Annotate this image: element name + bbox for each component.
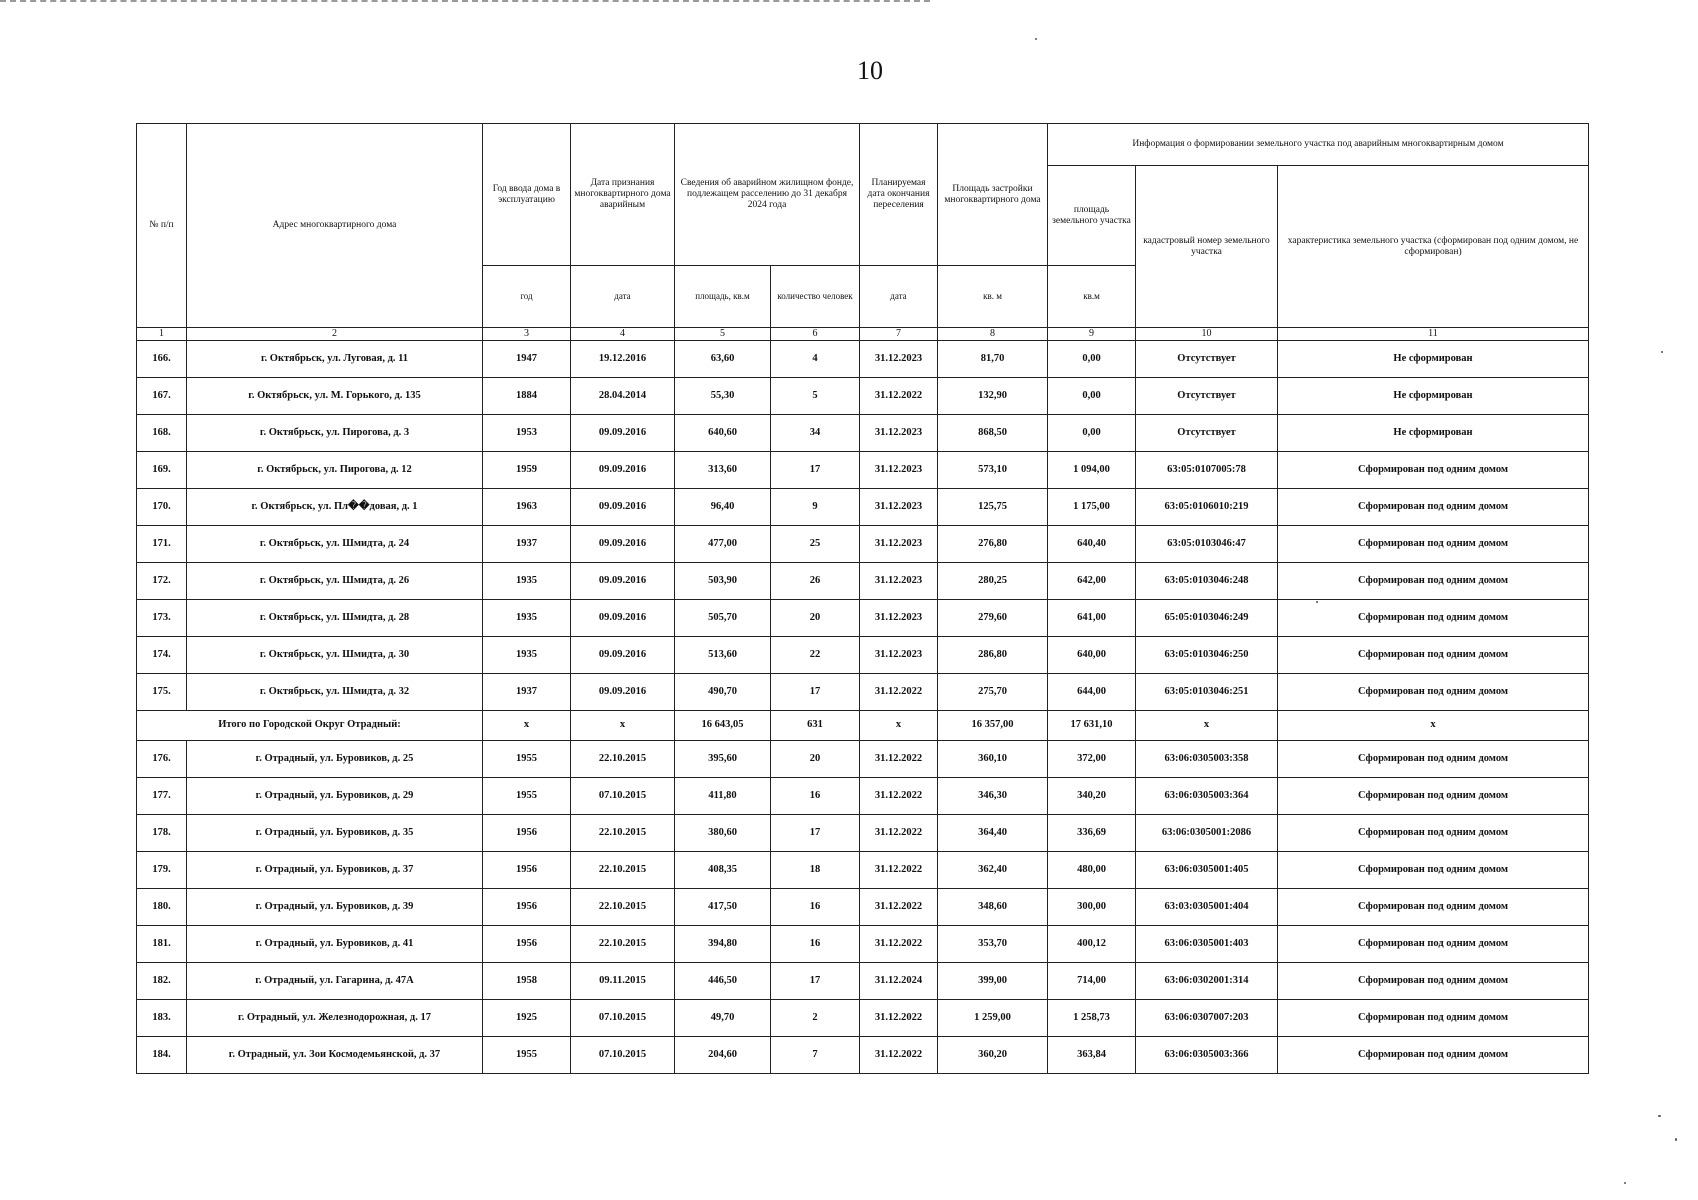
total-row xyxy=(137,711,1589,741)
column-number-row xyxy=(137,328,1589,341)
header-cadastral-number: кадастровый номер земельного участка xyxy=(1136,166,1278,328)
total-status: x xyxy=(1278,711,1589,741)
cell-land-area: 0,00 xyxy=(1048,341,1136,378)
cell-row-number: 168. xyxy=(137,415,187,452)
cell-land-status: Не сформирован xyxy=(1278,415,1589,452)
scan-edge-line xyxy=(0,0,930,4)
table-row xyxy=(137,674,1589,711)
cell-building-area: 360,20 xyxy=(938,1037,1048,1074)
cell-address: г. Октябрьск, ул. Шмидта, д. 24 xyxy=(187,526,483,563)
cell-land-status: Сформирован под одним домом xyxy=(1278,637,1589,674)
cell-cadastral-number: 63:05:0103046:248 xyxy=(1136,563,1278,600)
cell-fund-area: 204,60 xyxy=(675,1037,771,1074)
cell-land-area: 372,00 xyxy=(1048,741,1136,778)
header-land-area: площадь земельного участка xyxy=(1048,166,1136,266)
cell-land-status: Сформирован под одним домом xyxy=(1278,489,1589,526)
table-row xyxy=(137,815,1589,852)
cell-fund-area: 55,30 xyxy=(675,378,771,415)
cell-land-status: Сформирован под одним домом xyxy=(1278,600,1589,637)
cell-planned-date: 31.12.2022 xyxy=(860,674,938,711)
cell-land-area: 640,00 xyxy=(1048,637,1136,674)
cell-people-count: 7 xyxy=(771,1037,860,1074)
column-number: 11 xyxy=(1278,328,1589,341)
cell-fund-area: 505,70 xyxy=(675,600,771,637)
table-row xyxy=(137,889,1589,926)
cell-emergency-date: 09.09.2016 xyxy=(571,600,675,637)
column-number: 3 xyxy=(483,328,571,341)
column-number: 7 xyxy=(860,328,938,341)
cell-emergency-date: 22.10.2015 xyxy=(571,852,675,889)
cell-emergency-date: 09.09.2016 xyxy=(571,489,675,526)
cell-commission-year: 1937 xyxy=(483,526,571,563)
cell-planned-date: 31.12.2023 xyxy=(860,415,938,452)
table-row xyxy=(137,378,1589,415)
cell-land-area: 480,00 xyxy=(1048,852,1136,889)
cell-emergency-date: 22.10.2015 xyxy=(571,815,675,852)
cell-land-area: 0,00 xyxy=(1048,415,1136,452)
cell-cadastral-number: 63:06:0305001:403 xyxy=(1136,926,1278,963)
cell-address: г. Октябрьск, ул. Луговая, д. 11 xyxy=(187,341,483,378)
cell-building-area: 353,70 xyxy=(938,926,1048,963)
cell-emergency-date: 22.10.2015 xyxy=(571,926,675,963)
cell-people-count: 22 xyxy=(771,637,860,674)
cell-cadastral-number: 63:03:0305001:404 xyxy=(1136,889,1278,926)
cell-planned-date: 31.12.2022 xyxy=(860,1000,938,1037)
cell-people-count: 16 xyxy=(771,926,860,963)
cell-planned-date: 31.12.2022 xyxy=(860,778,938,815)
cell-fund-area: 446,50 xyxy=(675,963,771,1000)
table-row xyxy=(137,741,1589,778)
cell-row-number: 166. xyxy=(137,341,187,378)
cell-land-area: 400,12 xyxy=(1048,926,1136,963)
cell-people-count: 16 xyxy=(771,889,860,926)
cell-cadastral-number: 63:05:0106010:219 xyxy=(1136,489,1278,526)
table-row xyxy=(137,563,1589,600)
cell-emergency-date: 09.09.2016 xyxy=(571,415,675,452)
cell-row-number: 174. xyxy=(137,637,187,674)
cell-commission-year: 1947 xyxy=(483,341,571,378)
cell-commission-year: 1955 xyxy=(483,741,571,778)
table-row xyxy=(137,600,1589,637)
header-land-status: характеристика земельного участка (сформирован под одним домом, не сформирован) xyxy=(1278,166,1589,328)
cell-planned-date: 31.12.2023 xyxy=(860,637,938,674)
cell-people-count: 4 xyxy=(771,341,860,378)
column-number: 2 xyxy=(187,328,483,341)
cell-planned-date: 31.12.2023 xyxy=(860,341,938,378)
unit-build-area: кв. м xyxy=(938,266,1048,328)
table-row xyxy=(137,1037,1589,1074)
cell-land-status: Сформирован под одним домом xyxy=(1278,563,1589,600)
cell-address: г. Отрадный, ул. Буровиков, д. 29 xyxy=(187,778,483,815)
scan-speck xyxy=(1035,38,1037,40)
cell-building-area: 362,40 xyxy=(938,852,1048,889)
cell-cadastral-number: 65:05:0103046:249 xyxy=(1136,600,1278,637)
cell-fund-area: 503,90 xyxy=(675,563,771,600)
cell-row-number: 169. xyxy=(137,452,187,489)
cell-people-count: 20 xyxy=(771,741,860,778)
total-area: 16 643,05 xyxy=(675,711,771,741)
cell-address: г. Октябрьск, ул. Шмидта, д. 32 xyxy=(187,674,483,711)
cell-building-area: 868,50 xyxy=(938,415,1048,452)
cell-cadastral-number: 63:06:0302001:314 xyxy=(1136,963,1278,1000)
unit-area: площадь, кв.м xyxy=(675,266,771,328)
scan-speck xyxy=(1316,601,1318,603)
cell-planned-date: 31.12.2022 xyxy=(860,378,938,415)
cell-land-status: Сформирован под одним домом xyxy=(1278,889,1589,926)
cell-people-count: 17 xyxy=(771,815,860,852)
scan-speck xyxy=(1661,351,1663,353)
cell-commission-year: 1956 xyxy=(483,926,571,963)
cell-commission-year: 1956 xyxy=(483,852,571,889)
table-row xyxy=(137,1000,1589,1037)
cell-building-area: 132,90 xyxy=(938,378,1048,415)
total-year: x xyxy=(483,711,571,741)
cell-land-area: 336,69 xyxy=(1048,815,1136,852)
cell-commission-year: 1959 xyxy=(483,452,571,489)
cell-building-area: 125,75 xyxy=(938,489,1048,526)
cell-commission-year: 1956 xyxy=(483,889,571,926)
cell-emergency-date: 07.10.2015 xyxy=(571,1037,675,1074)
cell-building-area: 279,60 xyxy=(938,600,1048,637)
cell-address: г. Октябрьск, ул. Пирогова, д. 12 xyxy=(187,452,483,489)
cell-commission-year: 1935 xyxy=(483,563,571,600)
cell-address: г. Отрадный, ул. Зои Космодемьянской, д. 37 xyxy=(187,1037,483,1074)
cell-people-count: 17 xyxy=(771,452,860,489)
table-row xyxy=(137,341,1589,378)
cell-building-area: 81,70 xyxy=(938,341,1048,378)
cell-emergency-date: 09.09.2016 xyxy=(571,637,675,674)
column-number: 6 xyxy=(771,328,860,341)
cell-emergency-date: 09.09.2016 xyxy=(571,563,675,600)
cell-row-number: 180. xyxy=(137,889,187,926)
table-row xyxy=(137,778,1589,815)
cell-cadastral-number: 63:06:0305003:358 xyxy=(1136,741,1278,778)
cell-land-area: 363,84 xyxy=(1048,1037,1136,1074)
total-cadastral: x xyxy=(1136,711,1278,741)
cell-building-area: 348,60 xyxy=(938,889,1048,926)
cell-land-area: 1 094,00 xyxy=(1048,452,1136,489)
cell-building-area: 360,10 xyxy=(938,741,1048,778)
cell-cadastral-number: 63:05:0103046:251 xyxy=(1136,674,1278,711)
cell-planned-date: 31.12.2022 xyxy=(860,852,938,889)
table-row xyxy=(137,637,1589,674)
cell-cadastral-number: 63:06:0305001:405 xyxy=(1136,852,1278,889)
unit-land-area: кв.м xyxy=(1048,266,1136,328)
cell-land-area: 714,00 xyxy=(1048,963,1136,1000)
cell-fund-area: 513,60 xyxy=(675,637,771,674)
cell-commission-year: 1956 xyxy=(483,815,571,852)
table-row xyxy=(137,452,1589,489)
cell-cadastral-number: 63:05:0107005:78 xyxy=(1136,452,1278,489)
cell-row-number: 176. xyxy=(137,741,187,778)
cell-people-count: 17 xyxy=(771,674,860,711)
cell-emergency-date: 22.10.2015 xyxy=(571,889,675,926)
cell-row-number: 184. xyxy=(137,1037,187,1074)
cell-planned-date: 31.12.2023 xyxy=(860,452,938,489)
cell-land-status: Сформирован под одним домом xyxy=(1278,926,1589,963)
cell-address: г. Отрадный, ул. Буровиков, д. 25 xyxy=(187,741,483,778)
cell-land-status: Сформирован под одним домом xyxy=(1278,526,1589,563)
cell-commission-year: 1958 xyxy=(483,963,571,1000)
cell-row-number: 183. xyxy=(137,1000,187,1037)
cell-cadastral-number: 63:06:0307007:203 xyxy=(1136,1000,1278,1037)
cell-commission-year: 1955 xyxy=(483,1037,571,1074)
cell-people-count: 16 xyxy=(771,778,860,815)
cell-address: г. Октябрьск, ул. М. Горького, д. 135 xyxy=(187,378,483,415)
total-label: Итого по Городской Округ Отрадный: xyxy=(137,711,483,741)
cell-address: г. Отрадный, ул. Буровиков, д. 37 xyxy=(187,852,483,889)
cell-commission-year: 1953 xyxy=(483,415,571,452)
unit-plan-date: дата xyxy=(860,266,938,328)
cell-building-area: 364,40 xyxy=(938,815,1048,852)
cell-address: г. Отрадный, ул. Буровиков, д. 35 xyxy=(187,815,483,852)
cell-emergency-date: 09.09.2016 xyxy=(571,674,675,711)
total-build-area: 16 357,00 xyxy=(938,711,1048,741)
unit-year: год xyxy=(483,266,571,328)
column-number: 8 xyxy=(938,328,1048,341)
cell-fund-area: 96,40 xyxy=(675,489,771,526)
cell-emergency-date: 07.10.2015 xyxy=(571,778,675,815)
cell-cadastral-number: 63:06:0305003:364 xyxy=(1136,778,1278,815)
cell-building-area: 573,10 xyxy=(938,452,1048,489)
cell-land-area: 641,00 xyxy=(1048,600,1136,637)
cell-emergency-date: 09.09.2016 xyxy=(571,526,675,563)
cell-land-status: Сформирован под одним домом xyxy=(1278,778,1589,815)
cell-people-count: 17 xyxy=(771,963,860,1000)
scan-speck xyxy=(1624,1182,1626,1184)
column-number: 10 xyxy=(1136,328,1278,341)
emergency-housing-table xyxy=(136,123,1589,1074)
cell-land-status: Сформирован под одним домом xyxy=(1278,741,1589,778)
cell-row-number: 178. xyxy=(137,815,187,852)
cell-fund-area: 477,00 xyxy=(675,526,771,563)
cell-planned-date: 31.12.2022 xyxy=(860,889,938,926)
cell-planned-date: 31.12.2023 xyxy=(860,526,938,563)
cell-people-count: 2 xyxy=(771,1000,860,1037)
header-building-area: Площадь застройки многоквартирного дома xyxy=(938,124,1048,266)
cell-row-number: 171. xyxy=(137,526,187,563)
table-row xyxy=(137,526,1589,563)
header-number: № п/п xyxy=(137,124,187,328)
total-plan: x xyxy=(860,711,938,741)
cell-planned-date: 31.12.2023 xyxy=(860,600,938,637)
cell-fund-area: 63,60 xyxy=(675,341,771,378)
cell-commission-year: 1935 xyxy=(483,600,571,637)
cell-row-number: 173. xyxy=(137,600,187,637)
cell-fund-area: 395,60 xyxy=(675,741,771,778)
cell-land-status: Сформирован под одним домом xyxy=(1278,815,1589,852)
table-row xyxy=(137,963,1589,1000)
cell-fund-area: 49,70 xyxy=(675,1000,771,1037)
cell-building-area: 286,80 xyxy=(938,637,1048,674)
cell-building-area: 275,70 xyxy=(938,674,1048,711)
page-number: 10 xyxy=(857,56,883,85)
cell-address: г. Октябрьск, ул. Шмидта, д. 28 xyxy=(187,600,483,637)
cell-land-status: Сформирован под одним домом xyxy=(1278,963,1589,1000)
cell-planned-date: 31.12.2022 xyxy=(860,1037,938,1074)
cell-planned-date: 31.12.2023 xyxy=(860,489,938,526)
cell-people-count: 34 xyxy=(771,415,860,452)
cell-planned-date: 31.12.2022 xyxy=(860,815,938,852)
cell-row-number: 175. xyxy=(137,674,187,711)
cell-planned-date: 31.12.2022 xyxy=(860,741,938,778)
cell-land-area: 644,00 xyxy=(1048,674,1136,711)
cell-land-area: 1 258,73 xyxy=(1048,1000,1136,1037)
cell-building-area: 276,80 xyxy=(938,526,1048,563)
cell-commission-year: 1935 xyxy=(483,637,571,674)
cell-land-area: 0,00 xyxy=(1048,378,1136,415)
cell-land-status: Не сформирован xyxy=(1278,378,1589,415)
header-emergency-date: Дата признания многоквартирного дома аварийным xyxy=(571,124,675,266)
cell-building-area: 346,30 xyxy=(938,778,1048,815)
unit-date: дата xyxy=(571,266,675,328)
cell-address: г. Отрадный, ул. Железнодорожная, д. 17 xyxy=(187,1000,483,1037)
header-commission-year: Год ввода дома в эксплуатацию xyxy=(483,124,571,266)
cell-cadastral-number: 63:05:0103046:250 xyxy=(1136,637,1278,674)
cell-planned-date: 31.12.2023 xyxy=(860,563,938,600)
cell-land-status: Сформирован под одним домом xyxy=(1278,1037,1589,1074)
cell-commission-year: 1963 xyxy=(483,489,571,526)
cell-address: г. Отрадный, ул. Буровиков, д. 41 xyxy=(187,926,483,963)
cell-building-area: 280,25 xyxy=(938,563,1048,600)
cell-emergency-date: 09.09.2016 xyxy=(571,452,675,489)
cell-cadastral-number: Отсутствует xyxy=(1136,341,1278,378)
column-number: 4 xyxy=(571,328,675,341)
cell-row-number: 181. xyxy=(137,926,187,963)
cell-people-count: 18 xyxy=(771,852,860,889)
cell-building-area: 1 259,00 xyxy=(938,1000,1048,1037)
cell-land-area: 340,20 xyxy=(1048,778,1136,815)
cell-cadastral-number: Отсутствует xyxy=(1136,415,1278,452)
cell-row-number: 170. xyxy=(137,489,187,526)
header-land-info: Информация о формировании земельного участка под аварийным многоквартирным домом xyxy=(1048,124,1589,166)
cell-land-area: 642,00 xyxy=(1048,563,1136,600)
cell-cadastral-number: 63:06:0305001:2086 xyxy=(1136,815,1278,852)
column-number: 9 xyxy=(1048,328,1136,341)
cell-land-status: Сформирован под одним домом xyxy=(1278,452,1589,489)
cell-land-area: 640,40 xyxy=(1048,526,1136,563)
cell-fund-area: 411,80 xyxy=(675,778,771,815)
cell-commission-year: 1937 xyxy=(483,674,571,711)
cell-land-area: 1 175,00 xyxy=(1048,489,1136,526)
cell-address: г. Октябрьск, ул. Пл��довая, д. 1 xyxy=(187,489,483,526)
cell-people-count: 5 xyxy=(771,378,860,415)
cell-fund-area: 380,60 xyxy=(675,815,771,852)
cell-land-status: Сформирован под одним домом xyxy=(1278,1000,1589,1037)
column-number: 5 xyxy=(675,328,771,341)
table-row xyxy=(137,489,1589,526)
cell-fund-area: 640,60 xyxy=(675,415,771,452)
total-date: x xyxy=(571,711,675,741)
unit-people: количество человек xyxy=(771,266,860,328)
cell-emergency-date: 19.12.2016 xyxy=(571,341,675,378)
cell-people-count: 25 xyxy=(771,526,860,563)
total-land-area: 17 631,10 xyxy=(1048,711,1136,741)
cell-cadastral-number: 63:06:0305003:366 xyxy=(1136,1037,1278,1074)
cell-land-status: Сформирован под одним домом xyxy=(1278,674,1589,711)
header-address: Адрес многоквартирного дома xyxy=(187,124,483,328)
cell-row-number: 177. xyxy=(137,778,187,815)
cell-emergency-date: 22.10.2015 xyxy=(571,741,675,778)
table-row xyxy=(137,415,1589,452)
cell-address: г. Отрадный, ул. Буровиков, д. 39 xyxy=(187,889,483,926)
cell-emergency-date: 07.10.2015 xyxy=(571,1000,675,1037)
scan-speck xyxy=(1675,1138,1677,1141)
column-number: 1 xyxy=(137,328,187,341)
cell-planned-date: 31.12.2022 xyxy=(860,926,938,963)
cell-address: г. Октябрьск, ул. Пирогова, д. 3 xyxy=(187,415,483,452)
cell-building-area: 399,00 xyxy=(938,963,1048,1000)
scan-speck xyxy=(1658,1115,1661,1117)
cell-land-status: Сформирован под одним домом xyxy=(1278,852,1589,889)
cell-commission-year: 1884 xyxy=(483,378,571,415)
cell-land-status: Не сформирован xyxy=(1278,341,1589,378)
cell-emergency-date: 09.11.2015 xyxy=(571,963,675,1000)
cell-address: г. Отрадный, ул. Гагарина, д. 47А xyxy=(187,963,483,1000)
cell-fund-area: 394,80 xyxy=(675,926,771,963)
cell-commission-year: 1925 xyxy=(483,1000,571,1037)
table-row xyxy=(137,852,1589,889)
cell-fund-area: 313,60 xyxy=(675,452,771,489)
cell-fund-area: 490,70 xyxy=(675,674,771,711)
cell-row-number: 172. xyxy=(137,563,187,600)
cell-land-area: 300,00 xyxy=(1048,889,1136,926)
cell-address: г. Октябрьск, ул. Шмидта, д. 30 xyxy=(187,637,483,674)
cell-planned-date: 31.12.2024 xyxy=(860,963,938,1000)
cell-row-number: 179. xyxy=(137,852,187,889)
cell-cadastral-number: Отсутствует xyxy=(1136,378,1278,415)
header-planned-date: Планируемая дата окончания переселения xyxy=(860,124,938,266)
cell-fund-area: 408,35 xyxy=(675,852,771,889)
cell-commission-year: 1955 xyxy=(483,778,571,815)
cell-row-number: 182. xyxy=(137,963,187,1000)
cell-people-count: 9 xyxy=(771,489,860,526)
cell-people-count: 20 xyxy=(771,600,860,637)
table-row xyxy=(137,926,1589,963)
header-emergency-fund: Сведения об аварийном жилищном фонде, подлежащем расселению до 31 декабря 2024 года xyxy=(675,124,860,266)
total-people: 631 xyxy=(771,711,860,741)
cell-people-count: 26 xyxy=(771,563,860,600)
cell-emergency-date: 28.04.2014 xyxy=(571,378,675,415)
cell-fund-area: 417,50 xyxy=(675,889,771,926)
cell-row-number: 167. xyxy=(137,378,187,415)
cell-cadastral-number: 63:05:0103046:47 xyxy=(1136,526,1278,563)
cell-address: г. Октябрьск, ул. Шмидта, д. 26 xyxy=(187,563,483,600)
